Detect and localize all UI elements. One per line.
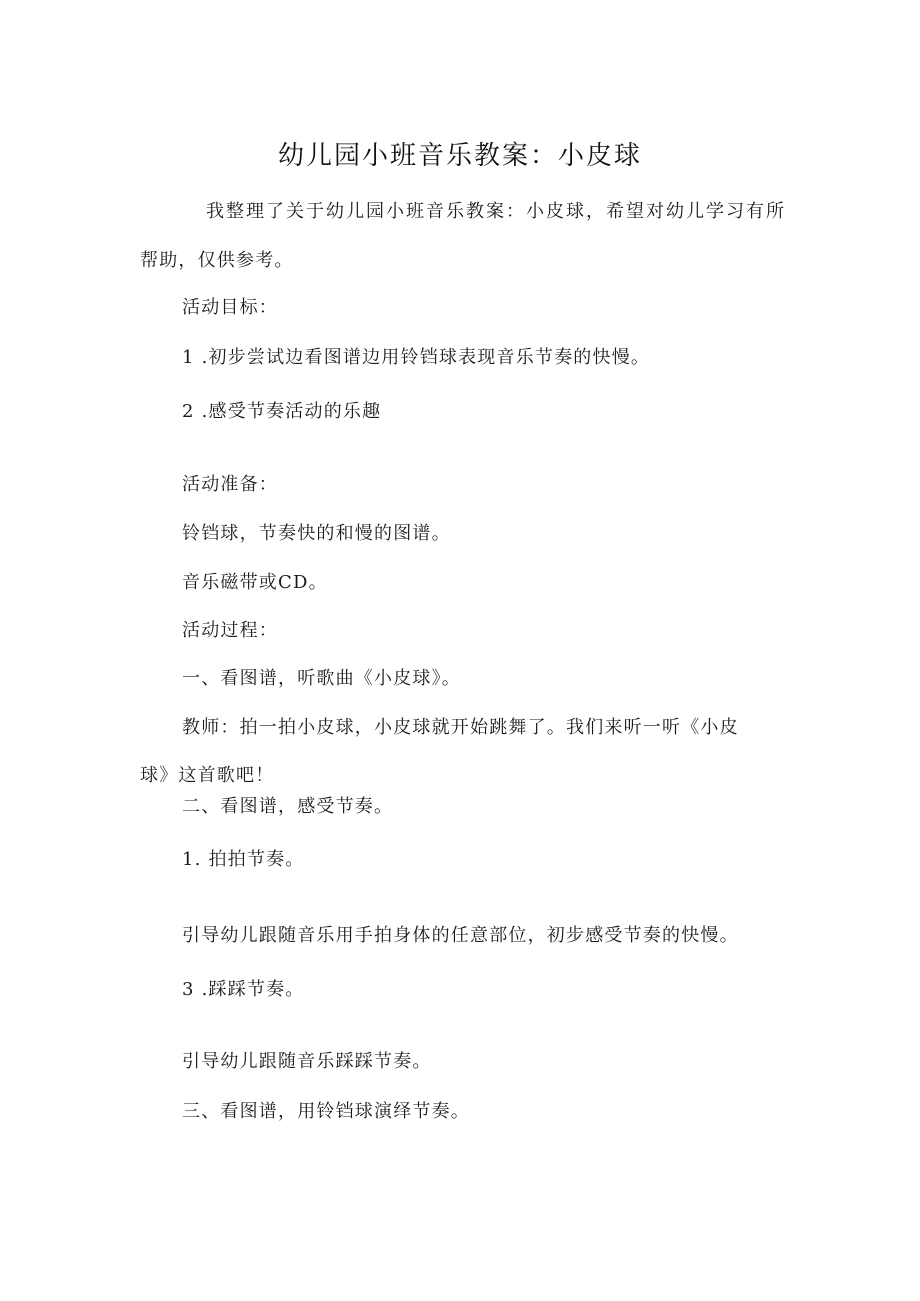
preparation-item-1: 铃铛球，节奏快的和慢的图谱。 (182, 523, 451, 544)
goals-heading: 活动目标： (182, 297, 278, 318)
process-heading: 活动过程： (182, 620, 278, 641)
preparation-heading: 活动准备： (182, 474, 278, 495)
goal-item-1: 1 .初步尝试边看图谱边用铃铛球表现音乐节奏的快慢。 (182, 347, 651, 368)
document-title: 幼儿园小班音乐教案：小皮球 (277, 141, 642, 171)
process-step-3: 三、看图谱，用铃铛球演绎节奏。 (182, 1101, 470, 1122)
teacher-script-line-1: 教师：拍一拍小皮球，小皮球就开始跳舞了。我们来听一听《小皮 (182, 717, 739, 738)
sub-step-3-description: 引导幼儿跟随音乐踩踩节奏。 (182, 1051, 432, 1072)
process-step-2: 二、看图谱，感受节奏。 (182, 796, 394, 817)
intro-paragraph-line-2: 帮助，仅供参考。 (140, 250, 294, 271)
process-step-1: 一、看图谱，听歌曲《小皮球》。 (182, 668, 461, 689)
sub-step-1: 1. 拍拍节奏。 (182, 849, 305, 870)
sub-step-3: 3 .踩踩节奏。 (182, 979, 305, 1000)
sub-step-1-description: 引导幼儿跟随音乐用手拍身体的任意部位，初步感受节奏的快慢。 (182, 925, 739, 946)
preparation-item-2: 音乐磁带或CD。 (182, 572, 328, 593)
teacher-script-line-2: 球》这首歌吧！ (140, 765, 275, 786)
goal-item-2: 2 .感受节奏活动的乐趣 (182, 401, 382, 422)
intro-paragraph-line-1: 我整理了关于幼儿园小班音乐教案：小皮球，希望对幼儿学习有所 (206, 201, 786, 222)
